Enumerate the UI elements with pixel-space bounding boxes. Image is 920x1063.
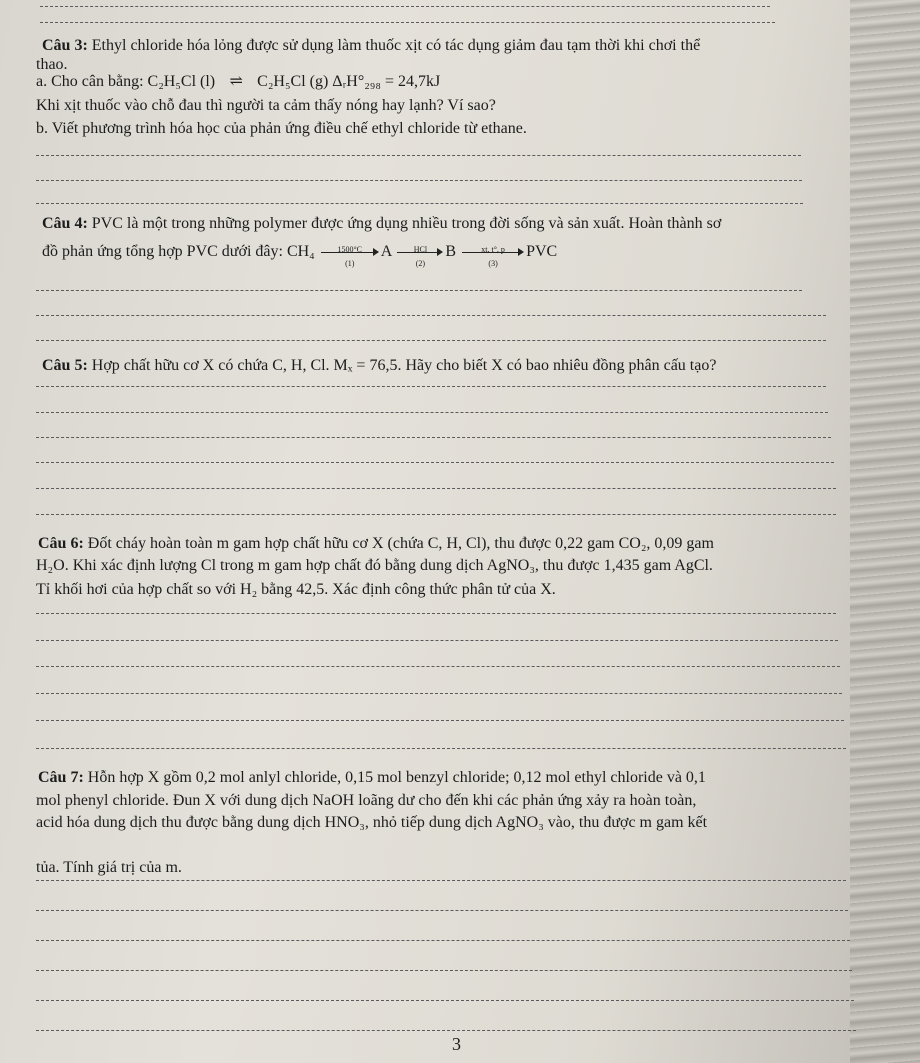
- answer-line: [36, 290, 802, 291]
- answer-line: [36, 666, 840, 667]
- answer-line: [36, 613, 836, 614]
- answer-line: [36, 693, 842, 694]
- q7-line-4: tủa. Tính giá trị của m.: [36, 859, 182, 876]
- answer-line: [36, 386, 826, 387]
- q7-line-1: Câu 7: Hỗn hợp X gồm 0,2 mol anlyl chloride, 0,15 mol benzyl chloride; 0,12 mol ethyl chloride và 0,1: [38, 769, 706, 786]
- answer-line: [36, 1030, 856, 1031]
- answer-line: [36, 1000, 854, 1001]
- q3-label: Câu 3:: [42, 37, 88, 54]
- answer-line: [36, 462, 834, 463]
- answer-line: [36, 970, 852, 971]
- q4-scheme: đồ phản ứng tổng hợp PVC dưới đây: CH₄ 1500°C (1) A HCl (2) B xt, t°, p (3) PVC: [42, 243, 558, 269]
- q4-line-1: Câu 4: PVC là một trong những polymer được ứng dụng nhiều trong đời sống và sản xuất. Hoàn thành sơ: [42, 215, 722, 232]
- answer-line: [36, 514, 836, 515]
- answer-line: [36, 412, 828, 413]
- reaction-arrow-icon: HCl (2): [397, 242, 443, 262]
- answer-line: [36, 340, 826, 341]
- answer-line: [36, 155, 801, 156]
- answer-line: [36, 315, 826, 316]
- q3-line-1: Câu 3: Ethyl chloride hóa lỏng được sử dụng làm thuốc xịt có tác dụng giảm đau tạm thời khi chơi thể: [42, 37, 701, 54]
- q7-label: Câu 7:: [38, 769, 84, 786]
- answer-line: [36, 880, 846, 881]
- answer-line: [36, 180, 802, 181]
- q3-b: b. Viết phương trình hóa học của phản ứng điều chế ethyl chloride từ ethane.: [36, 120, 527, 137]
- q5-line-1: Câu 5: Hợp chất hữu cơ X có chứa C, H, Cl. Mₓ = 76,5. Hãy cho biết X có bao nhiêu đồng phân cấu tạo?: [42, 357, 717, 374]
- answer-line: [36, 720, 844, 721]
- scheme-start: CH₄: [286, 243, 315, 260]
- q5-label: Câu 5:: [42, 357, 88, 374]
- q4-label: Câu 4:: [42, 215, 88, 232]
- answer-line: [36, 910, 848, 911]
- reaction-arrow-icon: 1500°C (1): [321, 242, 379, 262]
- q3-equilibrium: a. Cho cân bằng: C₂H₅Cl (l) ⇌ C₂H₅Cl (g) ΔᵣH°₂₉₈ = 24,7kJ: [36, 73, 441, 90]
- enthalpy-value: ΔᵣH°₂₉₈ = 24,7kJ: [332, 73, 441, 90]
- answer-line: [36, 940, 850, 941]
- equilibrium-arrow-icon: ⇌: [229, 73, 243, 90]
- q6-line-1: Câu 6: Đốt cháy hoàn toàn m gam hợp chất hữu cơ X (chứa C, H, Cl), thu được 0,22 gam CO₂, 0,09 gam: [38, 535, 714, 552]
- answer-line: [36, 437, 831, 438]
- q3-line-2: thao.: [36, 56, 68, 73]
- answer-line: [36, 748, 846, 749]
- answer-line: [36, 640, 838, 641]
- q7-line-3: acid hóa dung dịch thu được bằng dung dịch HNO₃, nhỏ tiếp dung dịch AgNO₃ vào, thu được m gam kết: [36, 814, 708, 831]
- answer-line: [40, 22, 775, 23]
- q6-line-2: H₂O. Khi xác định lượng Cl trong m gam hợp chất đó bằng dung dịch AgNO₃, thu được 1,435 gam AgCl.: [36, 557, 713, 574]
- q6-line-3: Tỉ khối hơi của hợp chất so với H₂ bằng 42,5. Xác định công thức phân tử của X.: [36, 581, 556, 598]
- q7-line-2: mol phenyl chloride. Đun X với dung dịch NaOH loãng dư cho đến khi các phản ứng xảy ra hoàn toàn,: [36, 792, 697, 809]
- answer-line: [36, 488, 836, 489]
- answer-line: [40, 6, 770, 7]
- q3-a-question: Khi xịt thuốc vào chỗ đau thì người ta cảm thấy nóng hay lạnh? Ví sao?: [36, 97, 496, 114]
- q6-label: Câu 6:: [38, 535, 84, 552]
- reaction-arrow-icon: xt, t°, p (3): [462, 242, 524, 262]
- page-number: 3: [452, 1034, 461, 1054]
- answer-line: [36, 203, 803, 204]
